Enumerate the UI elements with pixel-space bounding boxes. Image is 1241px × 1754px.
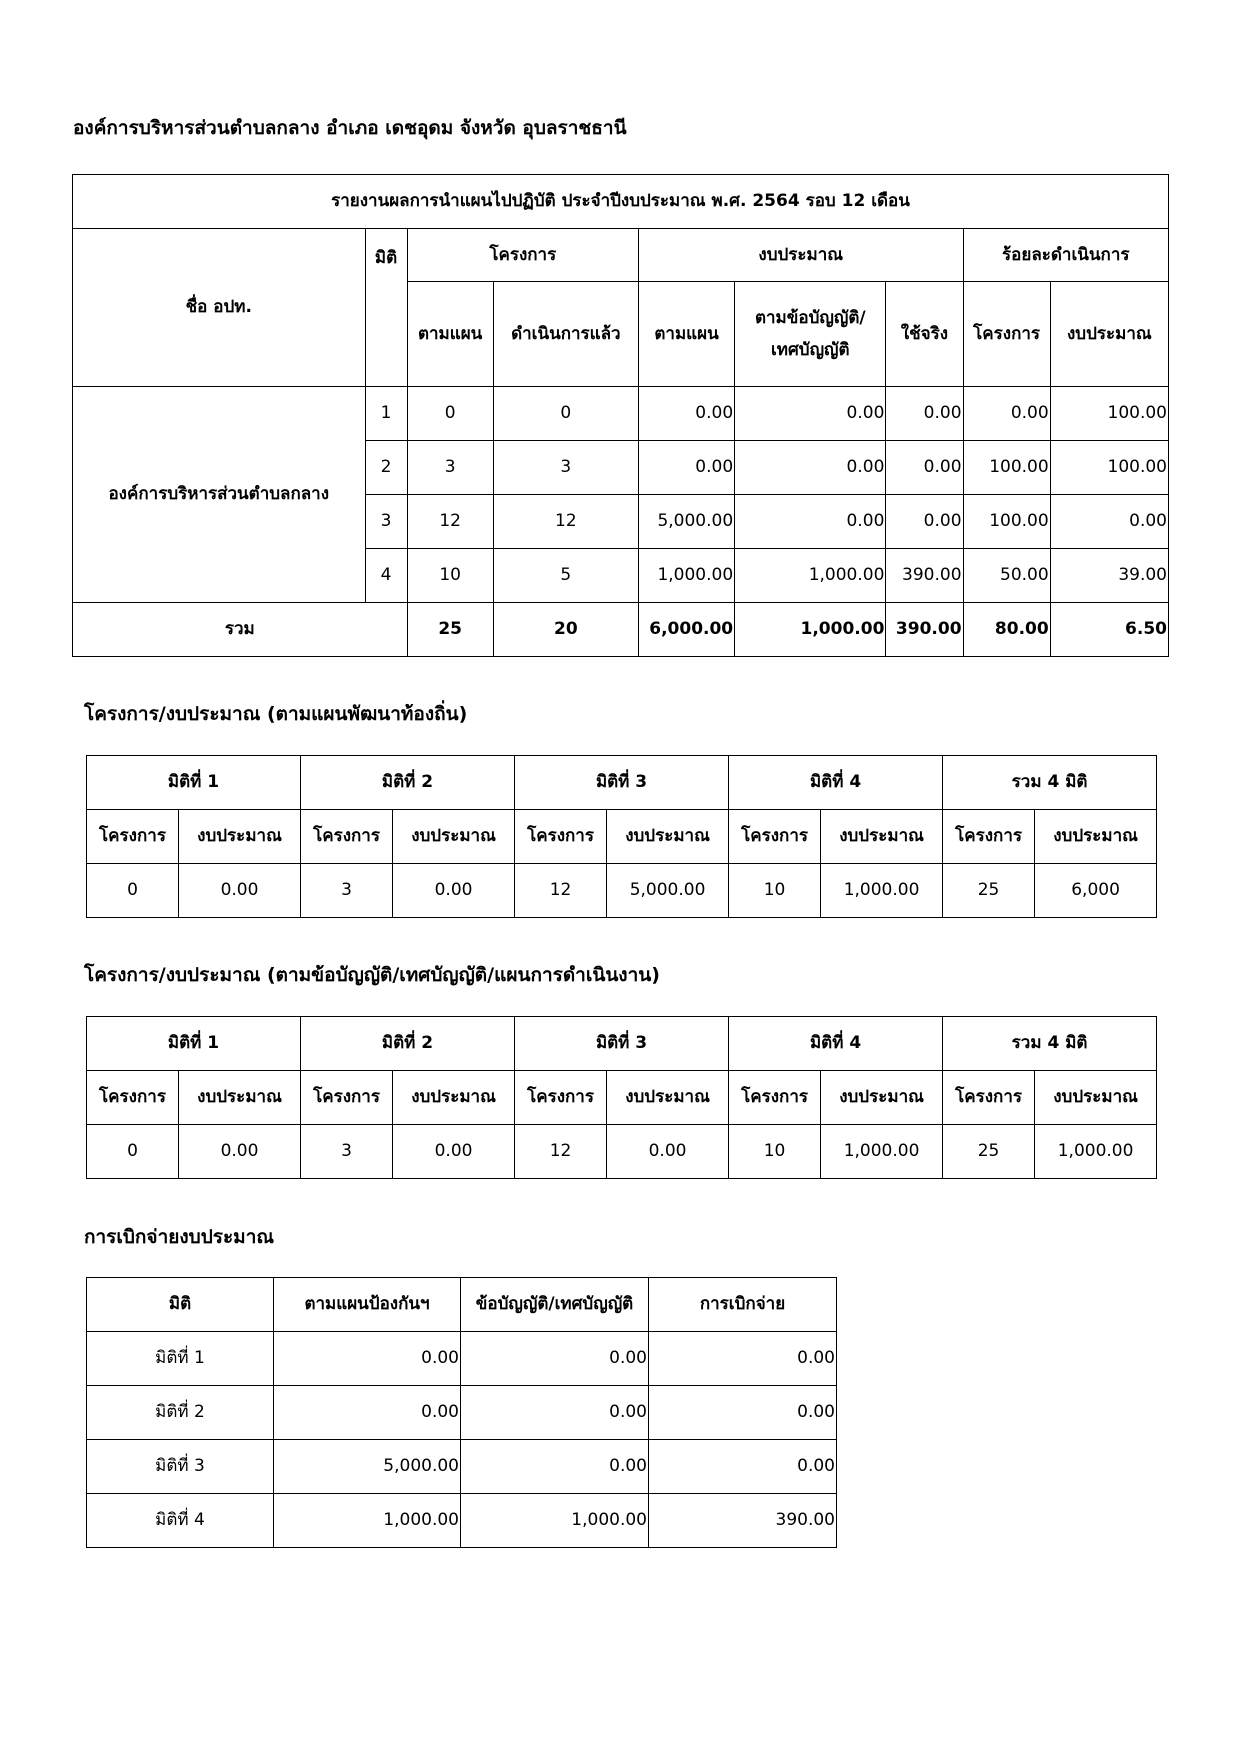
header-disbursement: การเบิกจ่าย bbox=[649, 1278, 837, 1332]
main-table-title: รายงานผลการนำแผนไปปฏิบัติ ประจำปีงบประมาณ พ.ศ. 2564 รอบ 12 เดือน bbox=[73, 175, 1169, 229]
value-cell: 3 bbox=[301, 864, 393, 918]
plan-cell: 10 bbox=[407, 549, 493, 603]
value-cell: 0.00 bbox=[179, 1125, 301, 1179]
group-dim-2: มิติที่ 2 bbox=[301, 756, 515, 810]
sub-budget: งบประมาณ bbox=[179, 1071, 301, 1125]
plan-cell: 1,000.00 bbox=[274, 1494, 461, 1548]
budget-actual-cell: 0.00 bbox=[886, 495, 963, 549]
header-budget-ordinance-line2: เทศบัญญัติ bbox=[770, 340, 850, 360]
section-disbursement-heading: การเบิกจ่ายงบประมาณ bbox=[84, 1226, 274, 1248]
done-cell: 5 bbox=[493, 549, 638, 603]
plan-cell: 0.00 bbox=[274, 1386, 461, 1440]
value-cell: 12 bbox=[515, 864, 607, 918]
disbursement-cell: 0.00 bbox=[649, 1440, 837, 1494]
sub-projects: โครงการ bbox=[943, 1071, 1035, 1125]
value-cell: 25 bbox=[943, 1125, 1035, 1179]
total-row bbox=[73, 603, 1169, 657]
sub-budget: งบประมาณ bbox=[821, 810, 943, 864]
total-percent-projects: 80.00 bbox=[963, 603, 1050, 657]
group-dim-4: มิติที่ 4 bbox=[729, 1017, 943, 1071]
total-percent-budget: 6.50 bbox=[1050, 603, 1168, 657]
budget-plan-cell: 0.00 bbox=[638, 387, 734, 441]
value-cell: 0.00 bbox=[179, 864, 301, 918]
budget-plan-cell: 5,000.00 bbox=[638, 495, 734, 549]
main-report-table bbox=[72, 174, 1169, 657]
sub-projects: โครงการ bbox=[515, 1071, 607, 1125]
sub-projects: โครงการ bbox=[729, 1071, 821, 1125]
value-cell: 0.00 bbox=[393, 1125, 515, 1179]
header-dimension: มิติ bbox=[87, 1278, 274, 1332]
total-budget-actual: 390.00 bbox=[886, 603, 963, 657]
header-prevention-plan: ตามแผนป้องกันฯ bbox=[274, 1278, 461, 1332]
header-dimension: มิติ bbox=[365, 229, 407, 387]
sub-budget: งบประมาณ bbox=[1035, 810, 1157, 864]
plan-summary-table bbox=[86, 755, 1157, 918]
budget-ordinance-cell: 1,000.00 bbox=[735, 549, 886, 603]
percent-budget-cell: 39.00 bbox=[1050, 549, 1168, 603]
disbursement-cell: 0.00 bbox=[649, 1386, 837, 1440]
value-cell: 1,000.00 bbox=[821, 1125, 943, 1179]
value-cell: 0 bbox=[87, 1125, 179, 1179]
total-budget-ordinance: 1,000.00 bbox=[735, 603, 886, 657]
header-budget-group: งบประมาณ bbox=[638, 229, 963, 282]
done-cell: 0 bbox=[493, 387, 638, 441]
sub-projects: โครงการ bbox=[87, 810, 179, 864]
header-budget-ordinance bbox=[735, 282, 886, 387]
value-cell: 6,000 bbox=[1035, 864, 1157, 918]
budget-actual-cell: 0.00 bbox=[886, 441, 963, 495]
dim-cell: 3 bbox=[365, 495, 407, 549]
sub-projects: โครงการ bbox=[301, 1071, 393, 1125]
group-total: รวม 4 มิติ bbox=[943, 756, 1157, 810]
dim-cell: มิติที่ 1 bbox=[87, 1332, 274, 1386]
value-cell: 10 bbox=[729, 864, 821, 918]
group-dim-1: มิติที่ 1 bbox=[87, 756, 301, 810]
value-cell: 1,000.00 bbox=[821, 864, 943, 918]
section-ordinance-heading: โครงการ/งบประมาณ (ตามข้อบัญญัติ/เทศบัญญัติ/แผนการดำเนินงาน) bbox=[84, 964, 660, 986]
dim-cell: 1 bbox=[365, 387, 407, 441]
dim-cell: มิติที่ 4 bbox=[87, 1494, 274, 1548]
value-cell: 3 bbox=[301, 1125, 393, 1179]
value-cell: 1,000.00 bbox=[1035, 1125, 1157, 1179]
plan-cell: 0 bbox=[407, 387, 493, 441]
percent-projects-cell: 0.00 bbox=[963, 387, 1050, 441]
sub-budget: งบประมาณ bbox=[393, 1071, 515, 1125]
percent-budget-cell: 100.00 bbox=[1050, 387, 1168, 441]
table-row bbox=[87, 1386, 837, 1440]
budget-actual-cell: 390.00 bbox=[886, 549, 963, 603]
total-plan: 25 bbox=[407, 603, 493, 657]
sub-projects: โครงการ bbox=[515, 810, 607, 864]
header-budget-plan: ตามแผน bbox=[638, 282, 734, 387]
group-dim-1: มิติที่ 1 bbox=[87, 1017, 301, 1071]
disbursement-cell: 0.00 bbox=[649, 1332, 837, 1386]
table-row bbox=[87, 1494, 837, 1548]
disbursement-cell: 390.00 bbox=[649, 1494, 837, 1548]
budget-plan-cell: 0.00 bbox=[638, 441, 734, 495]
header-projects-plan: ตามแผน bbox=[407, 282, 493, 387]
header-percent-group: ร้อยละดำเนินการ bbox=[963, 229, 1168, 282]
budget-ordinance-cell: 0.00 bbox=[735, 387, 886, 441]
dim-cell: มิติที่ 2 bbox=[87, 1386, 274, 1440]
ordinance-cell: 1,000.00 bbox=[461, 1494, 649, 1548]
dim-cell: 2 bbox=[365, 441, 407, 495]
sub-projects: โครงการ bbox=[87, 1071, 179, 1125]
percent-projects-cell: 100.00 bbox=[963, 495, 1050, 549]
disbursement-table bbox=[86, 1277, 837, 1548]
budget-ordinance-cell: 0.00 bbox=[735, 441, 886, 495]
dim-cell: 4 bbox=[365, 549, 407, 603]
value-cell: 5,000.00 bbox=[607, 864, 729, 918]
plan-cell: 3 bbox=[407, 441, 493, 495]
percent-projects-cell: 50.00 bbox=[963, 549, 1050, 603]
table-row bbox=[87, 1332, 837, 1386]
table-row bbox=[87, 864, 1157, 918]
table-row bbox=[87, 1440, 837, 1494]
header-budget-actual: ใช้จริง bbox=[886, 282, 963, 387]
done-cell: 12 bbox=[493, 495, 638, 549]
org-heading: องค์การบริหารส่วนตำบลกลาง อำเภอ เดชอุดม จังหวัด อุบลราชธานี bbox=[73, 117, 627, 139]
header-org-name: ชื่อ อปท. bbox=[73, 229, 366, 387]
value-cell: 12 bbox=[515, 1125, 607, 1179]
done-cell: 3 bbox=[493, 441, 638, 495]
sub-budget: งบประมาณ bbox=[607, 810, 729, 864]
budget-actual-cell: 0.00 bbox=[886, 387, 963, 441]
header-budget-ordinance-line1: ตามข้อบัญญัติ/ bbox=[754, 307, 866, 328]
ordinance-summary-table bbox=[86, 1016, 1157, 1179]
dim-cell: มิติที่ 3 bbox=[87, 1440, 274, 1494]
sub-projects: โครงการ bbox=[943, 810, 1035, 864]
sub-budget: งบประมาณ bbox=[1035, 1071, 1157, 1125]
header-projects-group: โครงการ bbox=[407, 229, 638, 282]
sub-budget: งบประมาณ bbox=[179, 810, 301, 864]
value-cell: 0.00 bbox=[393, 864, 515, 918]
percent-budget-cell: 100.00 bbox=[1050, 441, 1168, 495]
percent-budget-cell: 0.00 bbox=[1050, 495, 1168, 549]
table-row bbox=[87, 1125, 1157, 1179]
value-cell: 25 bbox=[943, 864, 1035, 918]
header-percent-projects: โครงการ bbox=[963, 282, 1050, 387]
sub-projects: โครงการ bbox=[301, 810, 393, 864]
header-projects-done: ดำเนินการแล้ว bbox=[493, 282, 638, 387]
sub-budget: งบประมาณ bbox=[607, 1071, 729, 1125]
ordinance-cell: 0.00 bbox=[461, 1332, 649, 1386]
plan-cell: 5,000.00 bbox=[274, 1440, 461, 1494]
ordinance-cell: 0.00 bbox=[461, 1440, 649, 1494]
ordinance-cell: 0.00 bbox=[461, 1386, 649, 1440]
sub-projects: โครงการ bbox=[729, 810, 821, 864]
value-cell: 0.00 bbox=[607, 1125, 729, 1179]
budget-ordinance-cell: 0.00 bbox=[735, 495, 886, 549]
header-ordinance: ข้อบัญญัติ/เทศบัญญัติ bbox=[461, 1278, 649, 1332]
org-name-cell: องค์การบริหารส่วนตำบลกลาง bbox=[73, 387, 366, 603]
section-plan-heading: โครงการ/งบประมาณ (ตามแผนพัฒนาท้องถิ่น) bbox=[84, 703, 468, 725]
total-label: รวม bbox=[73, 603, 408, 657]
header-percent-budget: งบประมาณ bbox=[1050, 282, 1168, 387]
percent-projects-cell: 100.00 bbox=[963, 441, 1050, 495]
sub-budget: งบประมาณ bbox=[821, 1071, 943, 1125]
total-done: 20 bbox=[493, 603, 638, 657]
plan-cell: 12 bbox=[407, 495, 493, 549]
total-budget-plan: 6,000.00 bbox=[638, 603, 734, 657]
group-dim-2: มิติที่ 2 bbox=[301, 1017, 515, 1071]
table-row bbox=[73, 387, 1169, 441]
value-cell: 10 bbox=[729, 1125, 821, 1179]
group-dim-4: มิติที่ 4 bbox=[729, 756, 943, 810]
value-cell: 0 bbox=[87, 864, 179, 918]
budget-plan-cell: 1,000.00 bbox=[638, 549, 734, 603]
group-dim-3: มิติที่ 3 bbox=[515, 756, 729, 810]
group-dim-3: มิติที่ 3 bbox=[515, 1017, 729, 1071]
plan-cell: 0.00 bbox=[274, 1332, 461, 1386]
group-total: รวม 4 มิติ bbox=[943, 1017, 1157, 1071]
sub-budget: งบประมาณ bbox=[393, 810, 515, 864]
